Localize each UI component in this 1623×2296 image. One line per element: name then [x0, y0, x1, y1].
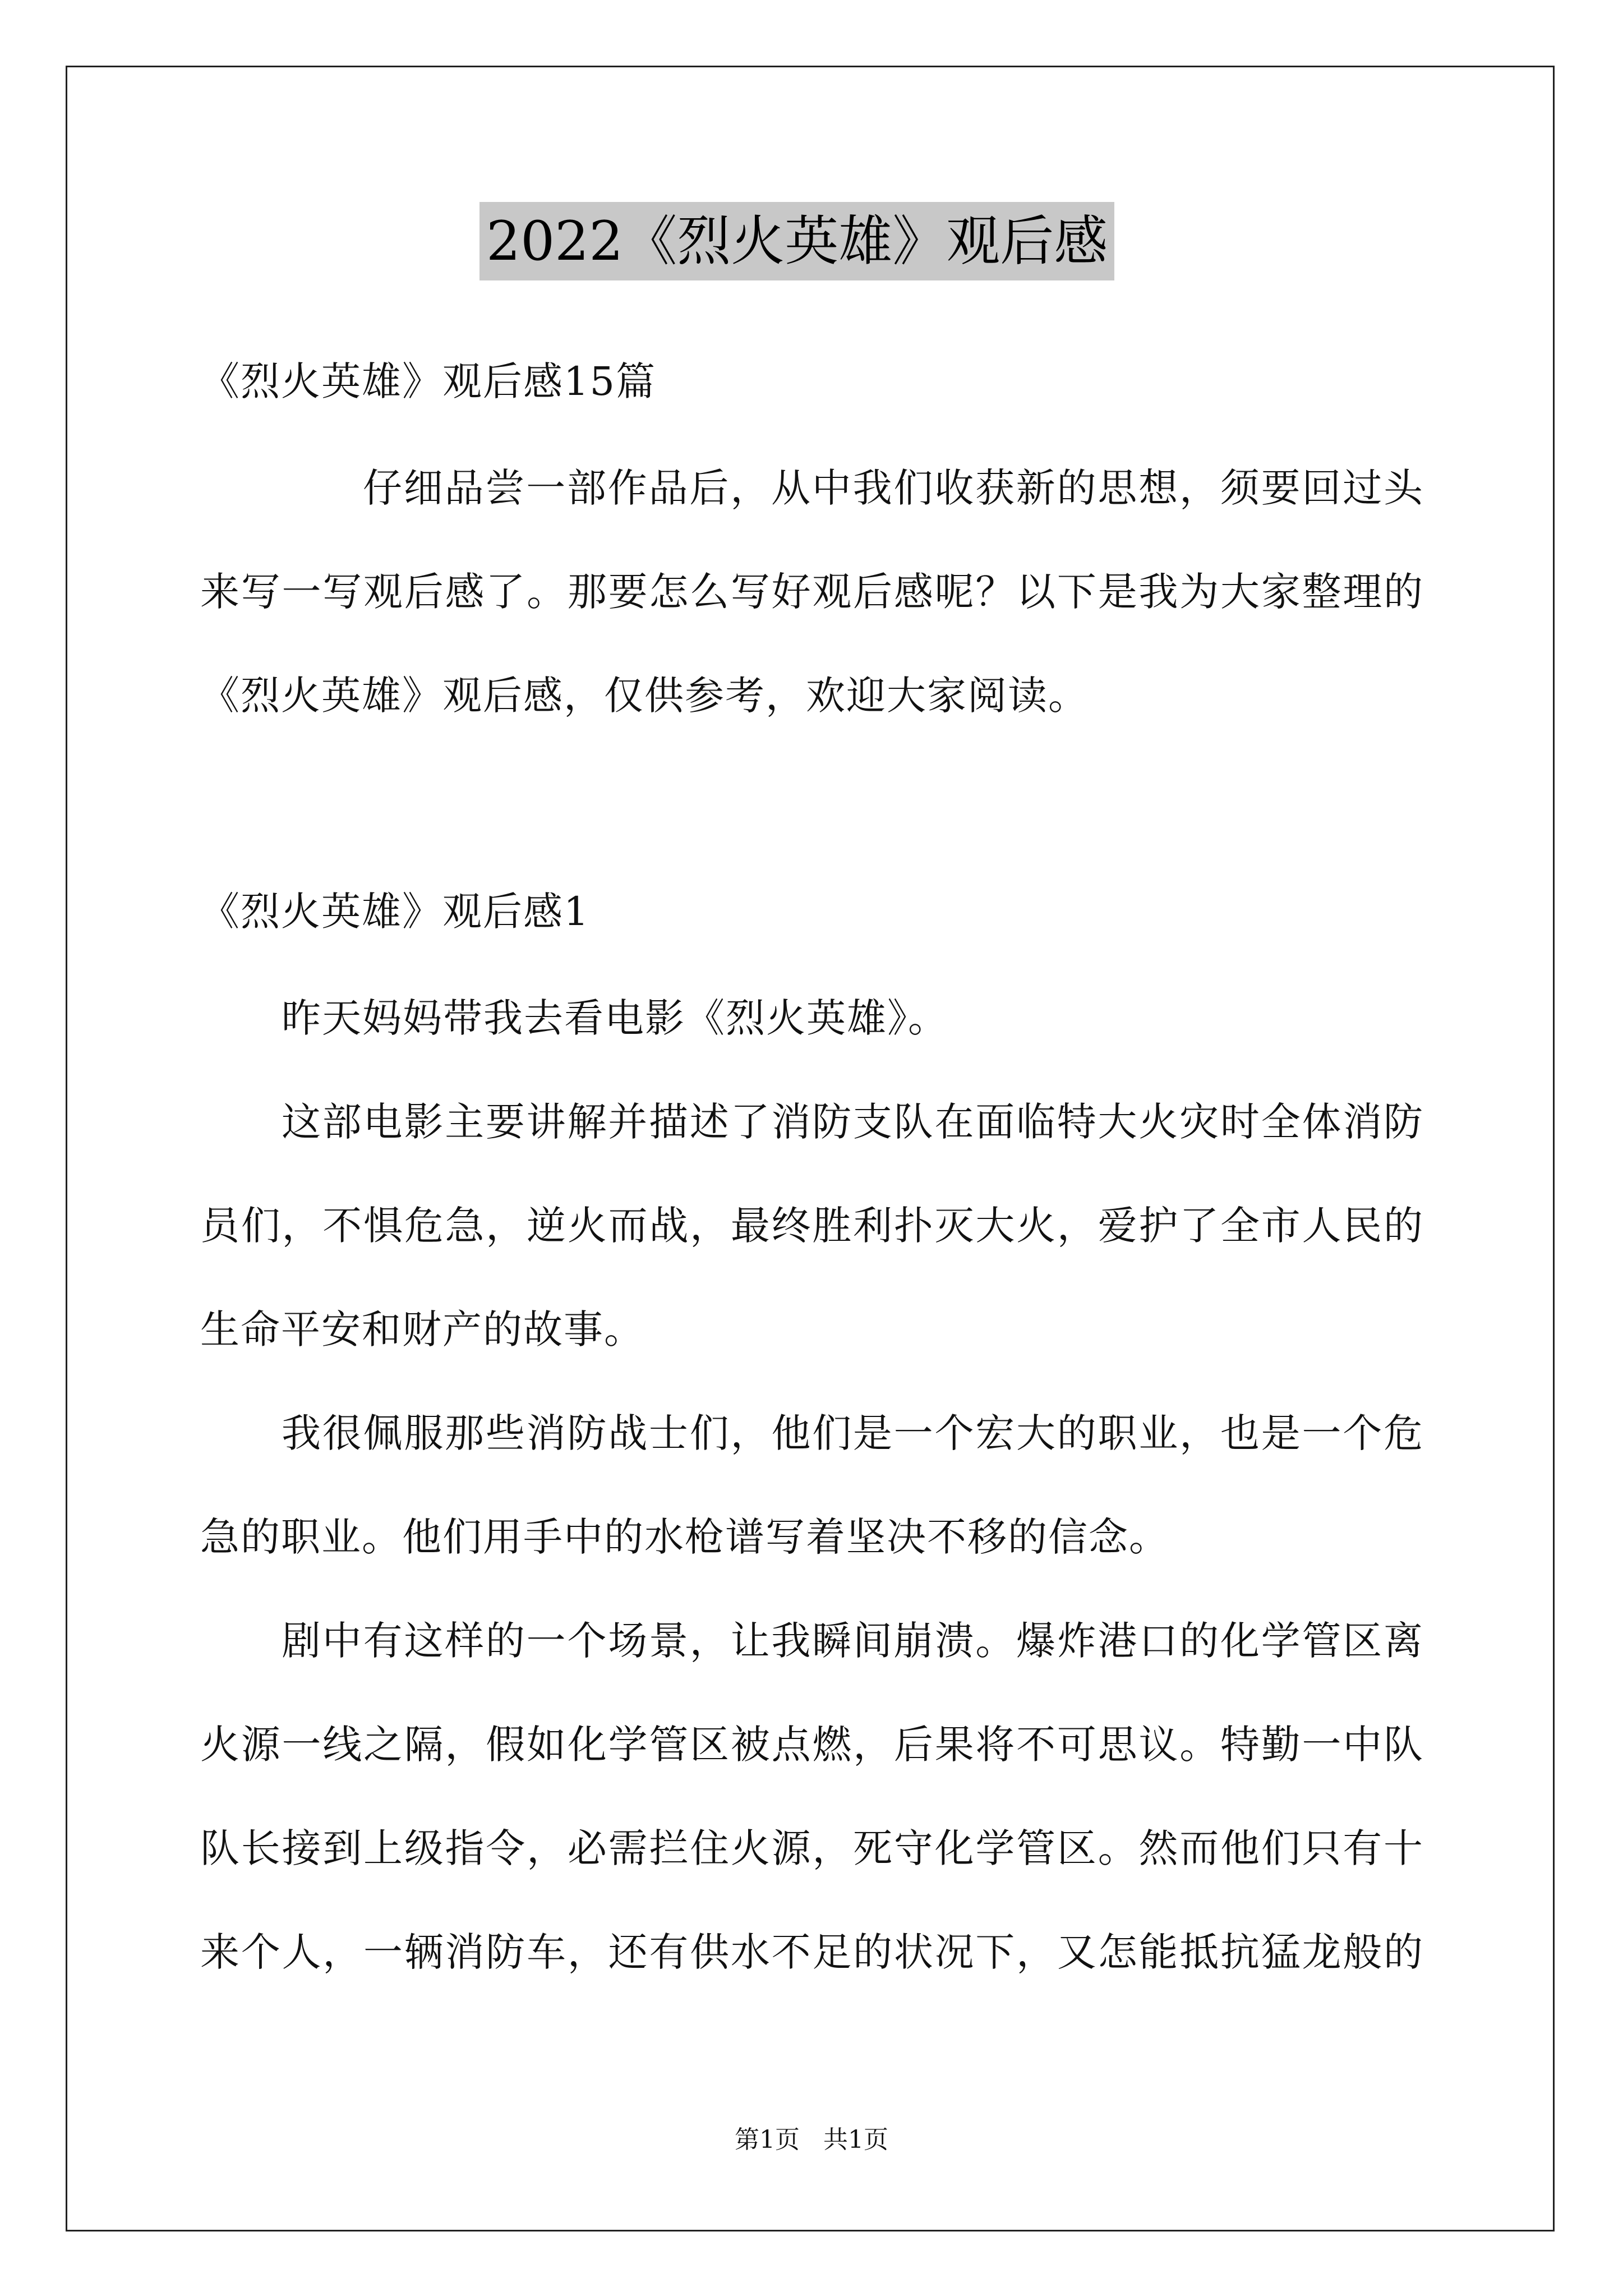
body-line: 剧中有这样的一个场景，让我瞬间崩溃。爆炸港口的化学管区离	[282, 1618, 1423, 1664]
body-line: 火源一线之隔，假如化学管区被点燃，后果将不可思议。特勤一中队	[200, 1722, 1423, 1768]
body-line: 员们，不惧危急，逆火而战，最终胜利扑灭大火，爱护了全市人民的	[200, 1203, 1423, 1249]
page-footer: 第1页 共1页	[735, 2125, 888, 2154]
body-line: 队长接到上级指令，必需拦住火源，死守化学管区。然而他们只有十	[200, 1825, 1423, 1871]
section-heading: 《烈火英雄》观后感1	[200, 889, 590, 935]
body-line: 昨天妈妈带我去看电影《烈火英雄》。	[282, 995, 948, 1041]
body-line: 生命平安和财产的故事。	[200, 1306, 644, 1352]
intro-line: 《烈火英雄》观后感，仅供参考，欢迎大家阅读。	[200, 673, 1089, 719]
document-subtitle: 《烈火英雄》观后感15篇	[200, 358, 657, 404]
document-title: 2022《烈火英雄》观后感	[479, 202, 1114, 280]
intro-line: 仔细品尝一部作品后，从中我们收获新的思想，须要回过头	[363, 465, 1423, 511]
body-line: 急的职业。他们用手中的水枪谱写着坚决不移的信念。	[200, 1514, 1169, 1560]
body-line: 我很佩服那些消防战士们，他们是一个宏大的职业，也是一个危	[282, 1410, 1423, 1456]
body-line: 这部电影主要讲解并描述了消防支队在面临特大火灾时全体消防	[282, 1099, 1423, 1145]
body-line: 来个人，一辆消防车，还有供水不足的状况下，又怎能抵抗猛龙般的	[200, 1929, 1423, 1975]
intro-line: 来写一写观后感了。那要怎么写好观后感呢？以下是我为大家整理的	[200, 569, 1423, 615]
